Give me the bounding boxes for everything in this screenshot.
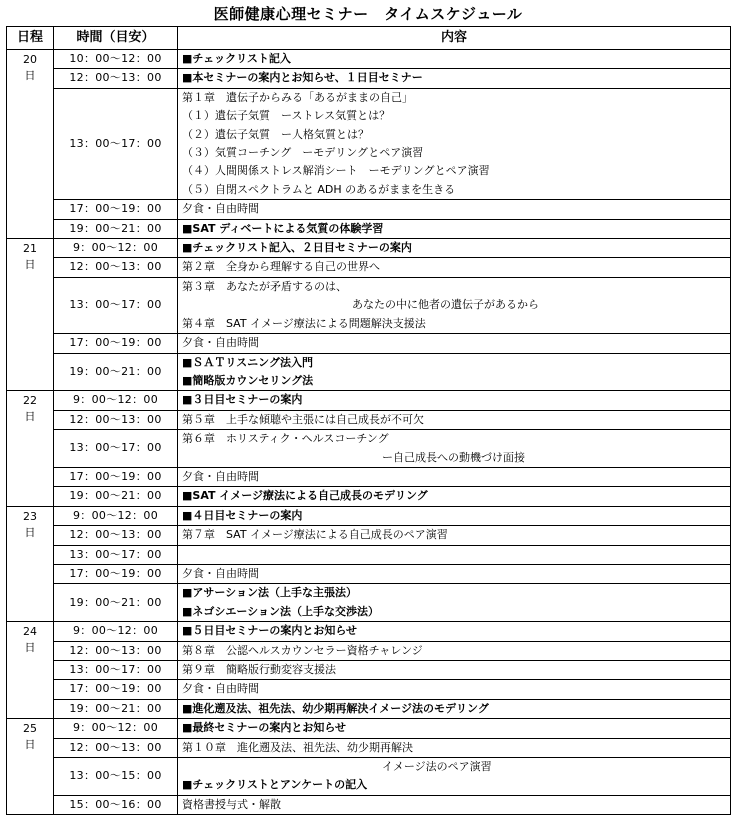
time-cell: 19：00～21：00 — [54, 584, 178, 622]
content-line: 第９章 簡略版行動変容支援法 — [182, 663, 336, 676]
table-row — [7, 487, 731, 506]
content-line: （３）気質コーチング ーモデリングとペア演習 — [182, 146, 424, 160]
day-number: 20 — [23, 53, 37, 66]
content-line: 第６章 ホリスティク・ヘルスコーチング — [182, 432, 389, 446]
time-cell: 12：00～13：00 — [54, 258, 178, 277]
content-cell — [178, 564, 731, 583]
content-cell — [178, 719, 731, 738]
content-line: 第５章 上手な傾聴や主張には自己成長が不可欠 — [182, 412, 424, 426]
table-row — [7, 200, 731, 219]
content-line: （４）人間関係ストレス解消シート ーモデリングとペア演習 — [182, 164, 490, 178]
time-cell: 19：00～21：00 — [54, 353, 178, 391]
day-cell — [7, 50, 54, 239]
day-unit: 日 — [24, 738, 36, 752]
content-cell — [178, 239, 731, 258]
content-cell — [178, 69, 731, 88]
table-row — [7, 410, 731, 429]
time-cell: 13：00～17：00 — [54, 661, 178, 680]
time-cell: 13：00～17：00 — [54, 545, 178, 564]
time-cell: 17：00～19：00 — [54, 564, 178, 583]
content-line: ■チェックリスト記入、２日目セミナーの案内 — [182, 241, 412, 255]
table-row — [7, 795, 731, 814]
content-line: ー自己成長への動機づけ面接 — [382, 450, 525, 464]
table-row — [7, 584, 731, 622]
header-content: 内容 — [178, 27, 731, 50]
time-cell: 13：00～17：00 — [54, 88, 178, 199]
day-cell — [7, 239, 54, 391]
day-unit: 日 — [24, 410, 36, 424]
content-line: あなたの中に他者の遺伝子があるから — [352, 298, 539, 312]
content-cell — [178, 258, 731, 277]
day-number: 21 — [23, 242, 37, 256]
content-line: ■チェックリスト記入 — [182, 52, 291, 65]
content-line: 夕食・自由時間 — [182, 469, 259, 483]
time-cell: 12：00～13：00 — [54, 526, 178, 545]
time-cell: 17：00～19：00 — [54, 680, 178, 699]
content-cell — [178, 200, 731, 219]
content-line: ■３日目セミナーの案内 — [182, 393, 303, 407]
header-time: 時間（目安） — [54, 27, 178, 50]
table-row — [7, 758, 731, 796]
table-row — [7, 467, 731, 486]
content-cell — [178, 410, 731, 429]
header-day: 日程 — [7, 27, 54, 50]
content-cell — [178, 661, 731, 680]
content-line: ■最終セミナーの案内とお知らせ — [182, 721, 347, 735]
time-cell: 9：00～12：00 — [54, 239, 178, 258]
content-line: （２）遺伝子気質 ー人格気質とは？ — [182, 127, 369, 141]
content-cell — [178, 526, 731, 545]
content-line: ■SAT イメージ療法による自己成長のモデリング — [182, 489, 428, 503]
time-cell: 17：00～19：00 — [54, 467, 178, 486]
content-line: 第８章 公認ヘルスカウンセラー資格チャレンジ — [182, 643, 423, 657]
content-line: 夕食・自由時間 — [182, 336, 259, 350]
content-cell — [178, 88, 731, 199]
day-cell — [7, 391, 54, 506]
table-row — [7, 239, 731, 258]
day-number: 25 — [23, 722, 37, 736]
time-cell: 12：00～13：00 — [54, 641, 178, 660]
day-cell — [7, 719, 54, 815]
table-row — [7, 699, 731, 718]
table-row — [7, 258, 731, 277]
day-number: 22 — [23, 394, 37, 408]
time-cell: 9：00～12：00 — [54, 506, 178, 525]
content-line: 夕食・自由時間 — [182, 682, 259, 696]
content-cell — [178, 738, 731, 757]
table-row — [7, 334, 731, 353]
content-cell — [178, 795, 731, 814]
content-cell — [178, 487, 731, 506]
table-row — [7, 391, 731, 410]
content-cell — [178, 680, 731, 699]
time-cell: 12：00～13：00 — [54, 69, 178, 88]
table-row — [7, 641, 731, 660]
page-title: 医師健康心理セミナー タイムスケジュール — [213, 5, 523, 23]
time-cell: 9：00～12：00 — [54, 719, 178, 738]
table-row — [7, 545, 731, 564]
time-cell: 17：00～19：00 — [54, 200, 178, 219]
content-cell — [178, 622, 731, 641]
day-unit: 日 — [24, 525, 36, 539]
content-cell — [178, 353, 731, 391]
content-cell — [178, 699, 731, 718]
schedule-table — [6, 26, 731, 815]
content-line: 第１０章 進化遡及法、祖先法、幼少期再解決 — [182, 740, 413, 754]
table-row — [7, 738, 731, 757]
time-cell: 13：00～15：00 — [54, 758, 178, 796]
day-unit: 日 — [24, 258, 36, 272]
content-line: ■４日目セミナーの案内 — [182, 508, 303, 522]
content-line: 夕食・自由時間 — [182, 566, 259, 580]
content-line: ■ＳＡＴリスニング法入門 — [182, 355, 313, 369]
time-cell: 9：00～12：00 — [54, 391, 178, 410]
content-line: ■５日目セミナーの案内とお知らせ — [182, 624, 358, 638]
table-row — [7, 719, 731, 738]
content-cell — [178, 277, 731, 333]
content-line: 第１章 遺伝子からみる「あるがままの自己」 — [182, 90, 413, 104]
content-line: イメージ法のペア演習 — [382, 760, 492, 774]
content-cell — [178, 391, 731, 410]
table-row — [7, 564, 731, 583]
content-line: ■アサーション法（上手な主張法） — [182, 586, 357, 600]
content-cell — [178, 506, 731, 525]
content-line: 第７章 SAT イメージ療法による自己成長のペア演習 — [182, 528, 448, 542]
content-line: 第４章 SAT イメージ療法による問題解決支援法 — [182, 316, 426, 330]
time-cell: 10：00～12：00 — [54, 50, 178, 69]
day-cell — [7, 506, 54, 621]
content-line: 第２章 全身から理解する自己の世界へ — [182, 260, 380, 274]
table-row — [7, 661, 731, 680]
table-row — [7, 277, 731, 333]
content-cell — [178, 50, 731, 69]
content-line: ■SAT ディベートによる気質の体験学習 — [182, 221, 384, 235]
day-unit: 日 — [24, 69, 36, 82]
table-row — [7, 680, 731, 699]
content-cell — [178, 584, 731, 622]
day-cell — [7, 622, 54, 719]
time-cell: 12：00～13：00 — [54, 738, 178, 757]
table-row — [7, 88, 731, 199]
time-cell: 12：00～13：00 — [54, 410, 178, 429]
table-row — [7, 69, 731, 88]
content-line: ■簡略版カウンセリング法 — [182, 373, 314, 387]
time-cell: 19：00～21：00 — [54, 487, 178, 506]
content-line: 第３章 あなたが矛盾するのは、 — [182, 279, 347, 293]
content-line: ■進化遡及法、祖先法、幼少期再解決イメージ法のモデリング — [182, 701, 489, 715]
time-cell: 19：00～21：00 — [54, 699, 178, 718]
content-line: （５）自閉スペクトラムと ADH のあるがままを生きる — [182, 182, 456, 196]
content-line: ■ネゴシエーション法（上手な交渉法） — [182, 604, 379, 618]
content-cell — [178, 219, 731, 238]
content-cell — [178, 334, 731, 353]
content-line: （１）遺伝子気質 ーストレス気質とは？ — [182, 109, 391, 123]
header-row — [7, 27, 731, 50]
time-cell: 9：00～12：00 — [54, 622, 178, 641]
time-cell: 19：00～21：00 — [54, 219, 178, 238]
table-row — [7, 526, 731, 545]
content-cell — [178, 641, 731, 660]
content-cell — [178, 430, 731, 468]
content-cell — [178, 545, 731, 564]
content-line: ■チェックリストとアンケートの記入 — [182, 778, 368, 792]
day-number: 23 — [23, 509, 37, 523]
content-line: 夕食・自由時間 — [182, 202, 259, 216]
content-line: 資格書授与式・解散 — [182, 797, 281, 811]
content-cell — [178, 467, 731, 486]
table-row — [7, 430, 731, 468]
table-row — [7, 50, 731, 69]
time-cell: 15：00～16：00 — [54, 795, 178, 814]
table-row — [7, 622, 731, 641]
table-row — [7, 353, 731, 391]
day-number: 24 — [23, 625, 37, 639]
time-cell: 17：00～19：00 — [54, 334, 178, 353]
day-unit: 日 — [24, 641, 36, 655]
time-cell: 13：00～17：00 — [54, 277, 178, 333]
table-row — [7, 506, 731, 525]
content-line: ■本セミナーの案内とお知らせ、１日目セミナー — [182, 71, 423, 85]
content-cell — [178, 758, 731, 796]
time-cell: 13：00～17：00 — [54, 430, 178, 468]
table-row — [7, 219, 731, 238]
